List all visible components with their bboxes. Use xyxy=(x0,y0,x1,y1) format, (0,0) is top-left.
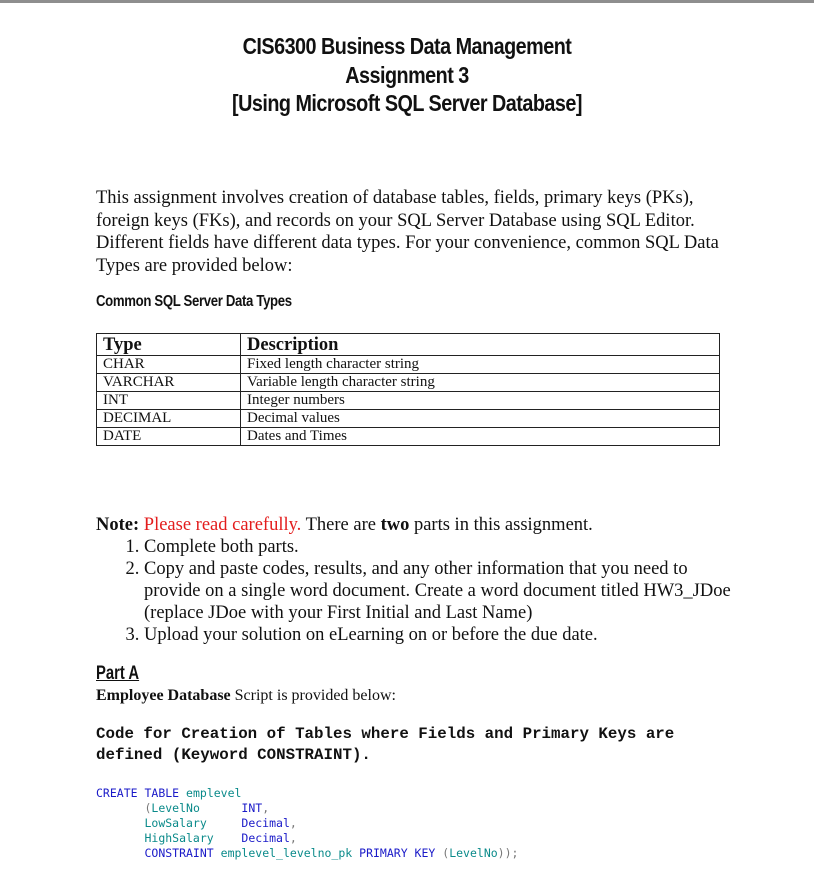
sql-constraint-kw: CONSTRAINT xyxy=(144,846,214,860)
col-type-header: Type xyxy=(97,334,241,356)
part-a-heading: Part A xyxy=(96,663,140,684)
sql-table-name: emplevel xyxy=(186,786,242,800)
table-row xyxy=(97,410,720,428)
table-row xyxy=(97,428,720,446)
intro-paragraph xyxy=(96,187,736,277)
sql-col-name: LevelNo xyxy=(151,801,200,815)
type-cell: DATE xyxy=(97,428,241,446)
code-heading: Code for Creation of Tables where Fields and Primary Keys are defined (Keyword CONSTRAINT). xyxy=(96,725,675,764)
instructions-list xyxy=(96,536,736,646)
intro-text: This assignment involves creation of database tables, fields, primary keys (PKs), foreign keys (FKs), and records on your SQL Server Database using SQL Editor. Different fields have different data types. For your convenience, common SQL Data Types are provided below: xyxy=(96,188,719,276)
employee-db-rest: Script is provided below: xyxy=(234,687,396,704)
note-label: Note: xyxy=(96,515,140,535)
sql-table-kw: TABLE xyxy=(144,786,180,800)
table-row xyxy=(97,392,720,410)
note-bold-word: two xyxy=(380,515,410,535)
table-row xyxy=(97,374,720,392)
sql-col-name: HighSalary xyxy=(144,831,214,845)
sql-code-block: CREATE TABLE emplevel (LevelNo INT, LowSalary Decimal, HighSalary Decimal, CONSTRAINT emplevel_levelno_pk PRIMARY KEY (LevelNo)); xyxy=(96,786,519,860)
sql-constraint-name: emplevel_levelno_pk xyxy=(220,846,353,860)
sql-col-type: Decimal xyxy=(241,816,290,830)
document-title: CIS6300 Business Data Management xyxy=(242,33,572,59)
note-line xyxy=(96,514,736,536)
description-cell: Dates and Times xyxy=(241,428,720,446)
list-item: 3. Upload your solution on eLearning on or before the due date. xyxy=(144,624,736,646)
note-block xyxy=(96,514,736,646)
employee-db-line xyxy=(96,687,396,705)
type-cell: CHAR xyxy=(97,356,241,374)
list-item: 2. Copy and paste codes, results, and any other information that you need to provide on a single word document. Create a word document titled HW3_JDoe (replace JDoe with your First Initial and Last Name) xyxy=(144,558,736,624)
type-cell: INT xyxy=(97,392,241,410)
sql-col-name: LowSalary xyxy=(144,816,207,830)
description-cell: Integer numbers xyxy=(241,392,720,410)
database-subtitle: [Using Microsoft SQL Server Database] xyxy=(232,90,582,116)
assignment-number: Assignment 3 xyxy=(345,62,469,88)
description-cell: Decimal values xyxy=(241,410,720,428)
sql-col-type: Decimal xyxy=(241,831,290,845)
table-header-row xyxy=(97,334,720,356)
sql-create-kw: CREATE xyxy=(96,786,138,800)
list-item: 1. Complete both parts. xyxy=(144,536,736,558)
col-description-header: Description xyxy=(241,334,720,356)
sql-col-type: INT xyxy=(241,801,263,815)
description-cell: Fixed length character string xyxy=(241,356,720,374)
type-cell: DECIMAL xyxy=(97,410,241,428)
note-warning: Please read carefully. xyxy=(143,515,302,535)
table-row xyxy=(97,356,720,374)
type-cell: VARCHAR xyxy=(97,374,241,392)
employee-db-label: Employee Database xyxy=(96,687,231,704)
page-top-border xyxy=(0,0,814,3)
datatypes-heading: Common SQL Server Data Types xyxy=(96,293,292,310)
note-pre: There are xyxy=(305,515,376,535)
description-cell: Variable length character string xyxy=(241,374,720,392)
datatypes-table xyxy=(96,333,720,446)
note-post: parts in this assignment. xyxy=(413,515,593,535)
sql-pk-col: LevelNo xyxy=(449,846,498,860)
sql-pk-kw: PRIMARY KEY xyxy=(359,846,436,860)
